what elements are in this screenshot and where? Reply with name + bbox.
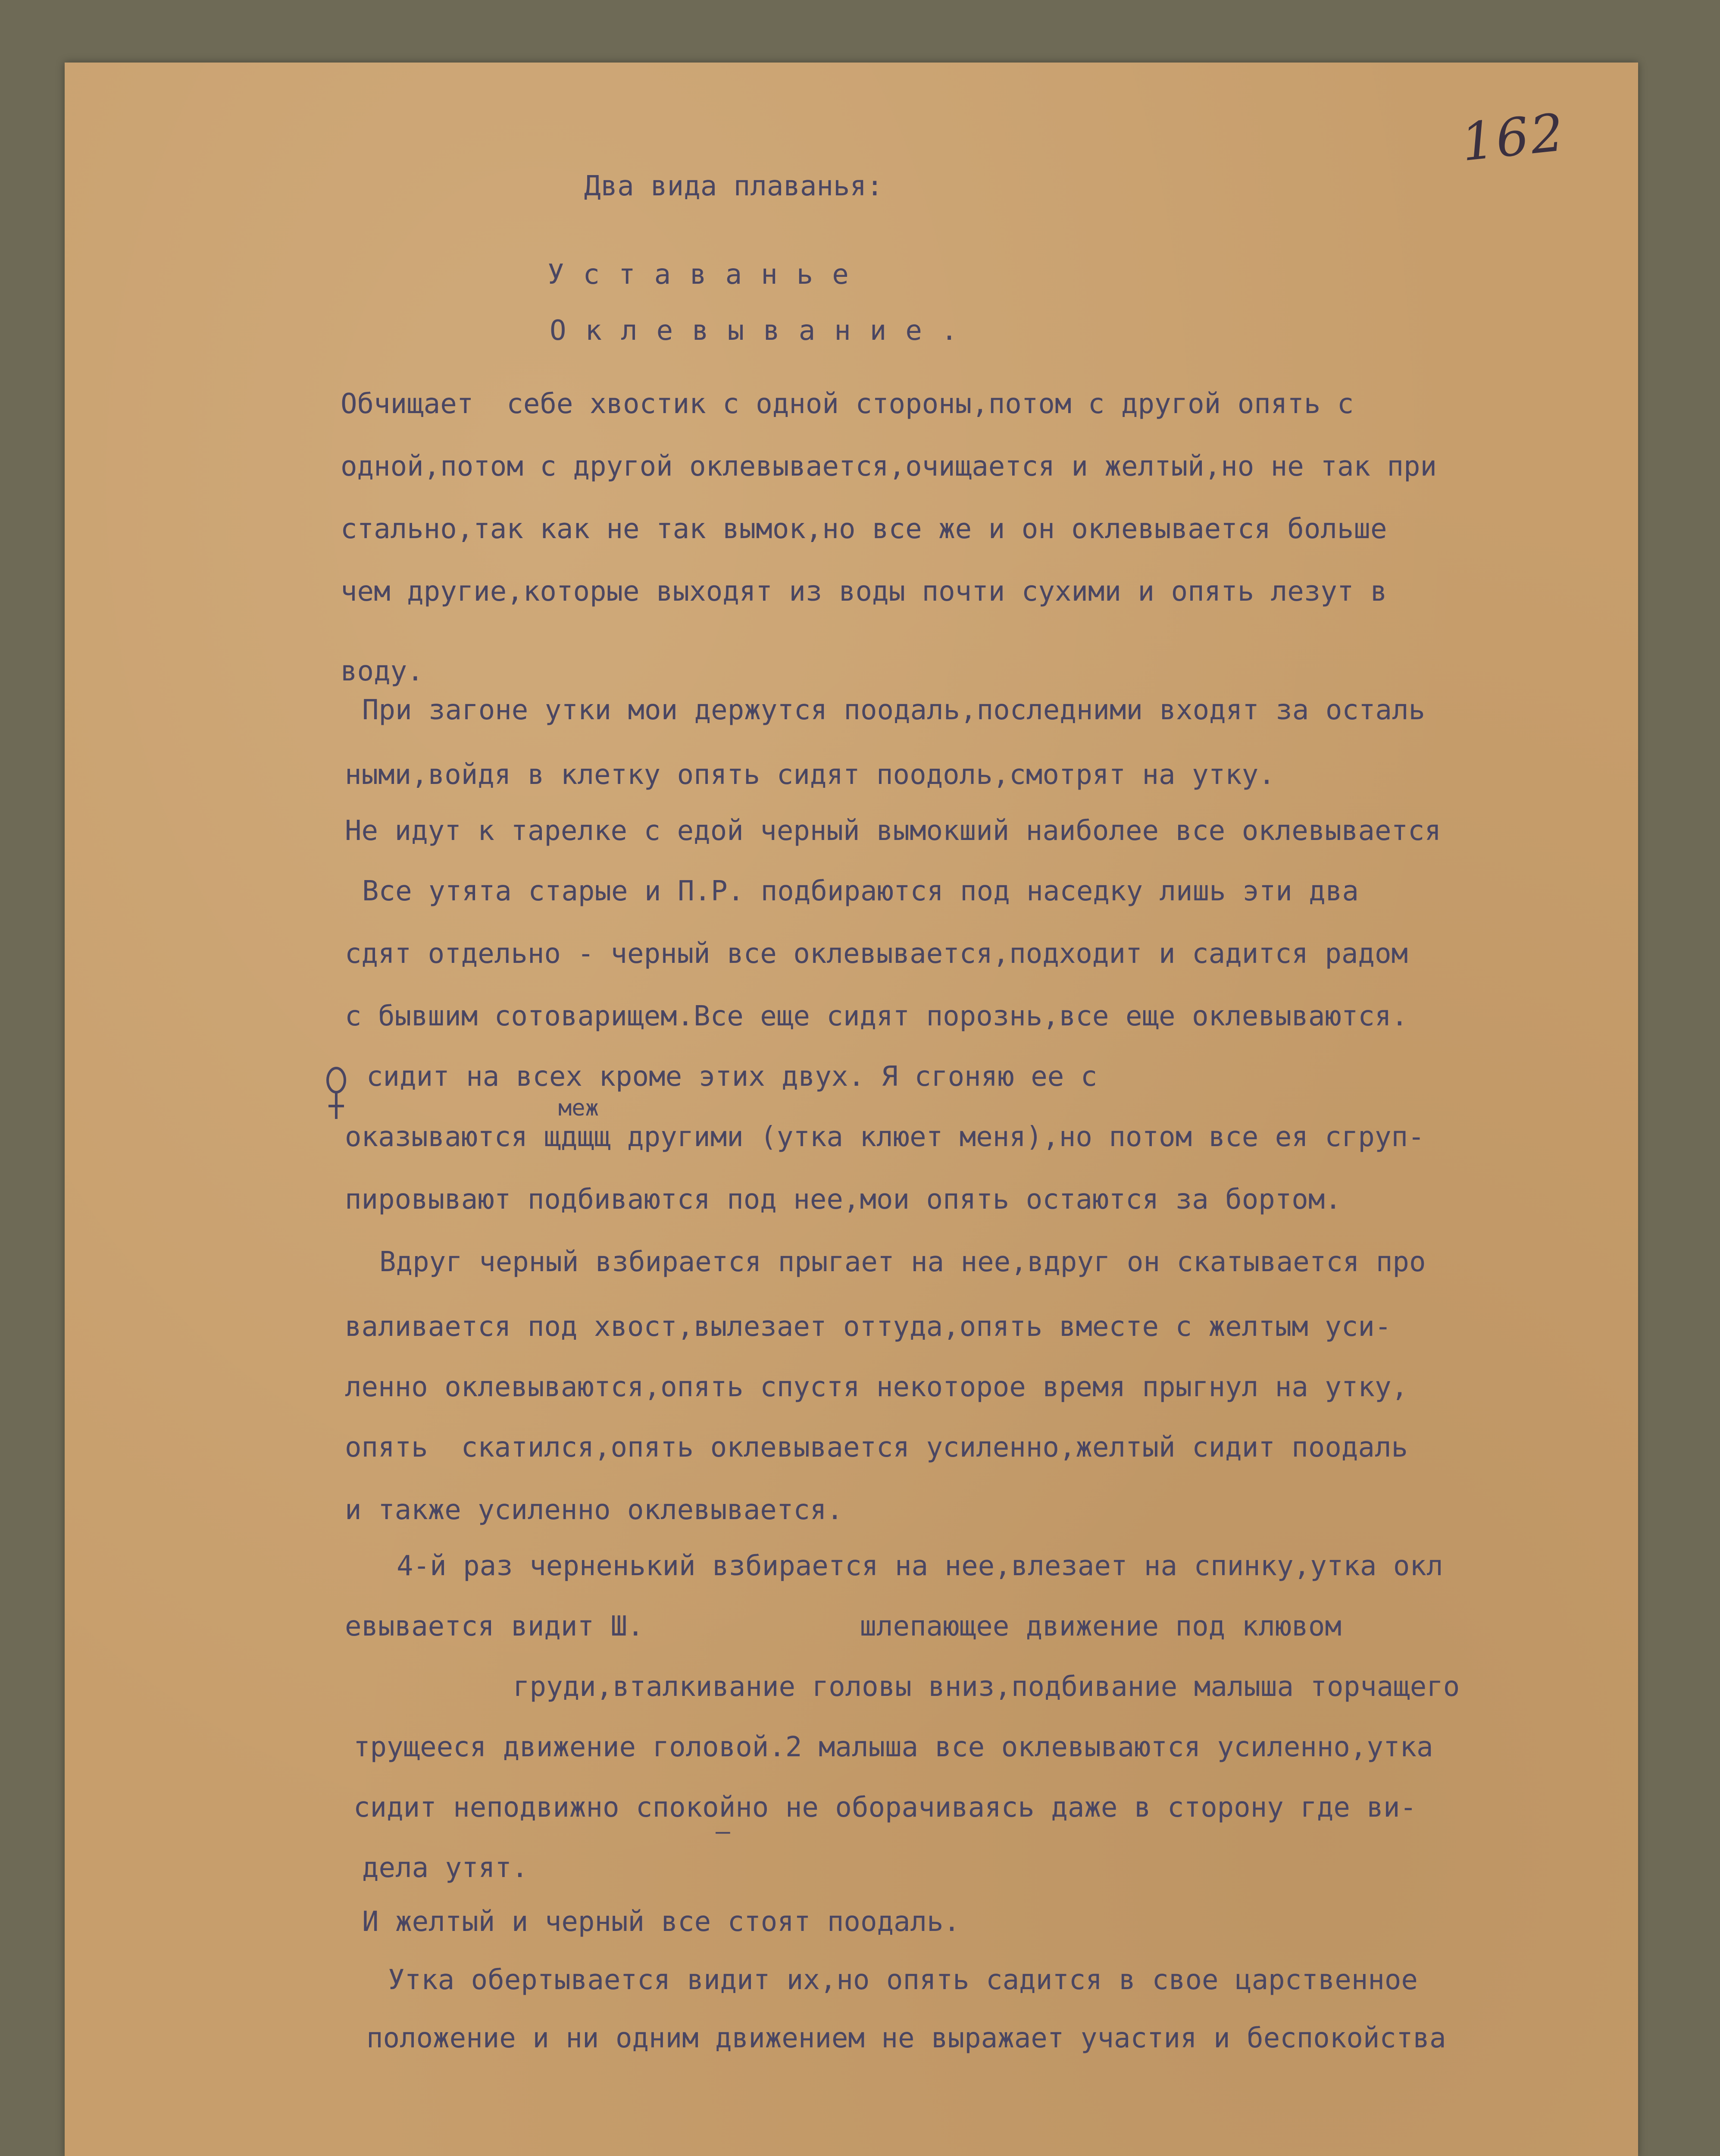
text-line: Все утята старые и П.Р. подбираются под наседку лишь эти два [362,875,1359,907]
text-line: валивается под хвост,вылезает оттуда,опять вместе с желтым уси- [345,1311,1392,1343]
text-line: сдят отдельно - черный все оклевывается,подходит и садится радом [345,938,1408,970]
text-line: одной,потом с другой оклевывается,очищается и желтый,но не так при [341,451,1437,483]
text-line: дела утят. [362,1852,529,1884]
text-line: При загоне утки мои держутся поодаль,последними входят за осталь [362,694,1425,726]
text-line: сидит на всех кроме этих двух. Я сгоняю ее с [366,1061,1098,1093]
text-line: Вдруг черный взбирается прыгает на нее,вдруг он скатывается про [379,1246,1426,1278]
text-line: груди,вталкивание головы вниз,подбивание малыша торчащего [513,1671,1460,1703]
text-line: ленно оклевываются,опять спустя некоторое время прыгнул на утку, [345,1371,1408,1403]
text-line: 4-й раз черненький взбирается на нее,влезает на спинку,утка окл [397,1550,1443,1582]
handwritten-dash-mark: — [716,1818,730,1846]
text-line: оказываются щдщщ другими (утка клюет меня),но потом все ея сгруп- [345,1121,1425,1153]
document-title: Два вида плаванья: [584,170,883,202]
text-line: Утка обертывается видит их,но опять садится в свое царственное [388,1964,1418,1996]
page-number: 162 [1458,102,1568,173]
text-line: с бывшим сотоварищем.Все еще сидят порознь,все еще оклевываются. [345,1000,1408,1032]
interlinear-insertion: меж [558,1095,599,1121]
text-line: сидит неподвижно спокойно не оборачиваясь даже в сторону где ви- [353,1792,1417,1824]
text-line: Обчищает себе хвостик с одной стороны,потом с другой опять с [341,388,1354,420]
paper-sheet [65,63,1638,2156]
text-line: И желтый и черный все стоят поодаль. [362,1906,960,1938]
text-line: и также усиленно оклевывается. [345,1494,843,1526]
subtitle-oklevyvanie: Оклевывание. [550,315,977,347]
text-line: опять скатился,опять оклевывается усиленно,желтый сидит поодаль [345,1432,1408,1463]
text-line: положение и ни одним движением не выражает участия и беспокойства [366,2022,1446,2054]
text-line: воду. [341,655,424,687]
text-line: пировывают подбиваются под нее,мои опять остаются за бортом. [345,1184,1342,1216]
subtitle-ustavanie: Уставанье [547,259,868,291]
female-symbol-icon [323,1065,349,1121]
text-line: ными,войдя в клетку опять сидят поодоль,смотрят на утку. [345,759,1275,791]
text-line: Не идут к тарелке с едой черный вымокший наиболее все оклевывается [345,815,1442,847]
text-line: трущееся движение головой.2 малыша все оклевываются усиленно,утка [353,1731,1433,1763]
text-line: евывается видит Ш. шлепающее движение под клювом [345,1611,1342,1642]
text-line: стально,так как не так вымок,но все же и он оклевывается больше [341,513,1387,545]
text-line: чем другие,которые выходят из воды почти сухими и опять лезут в [341,576,1387,608]
